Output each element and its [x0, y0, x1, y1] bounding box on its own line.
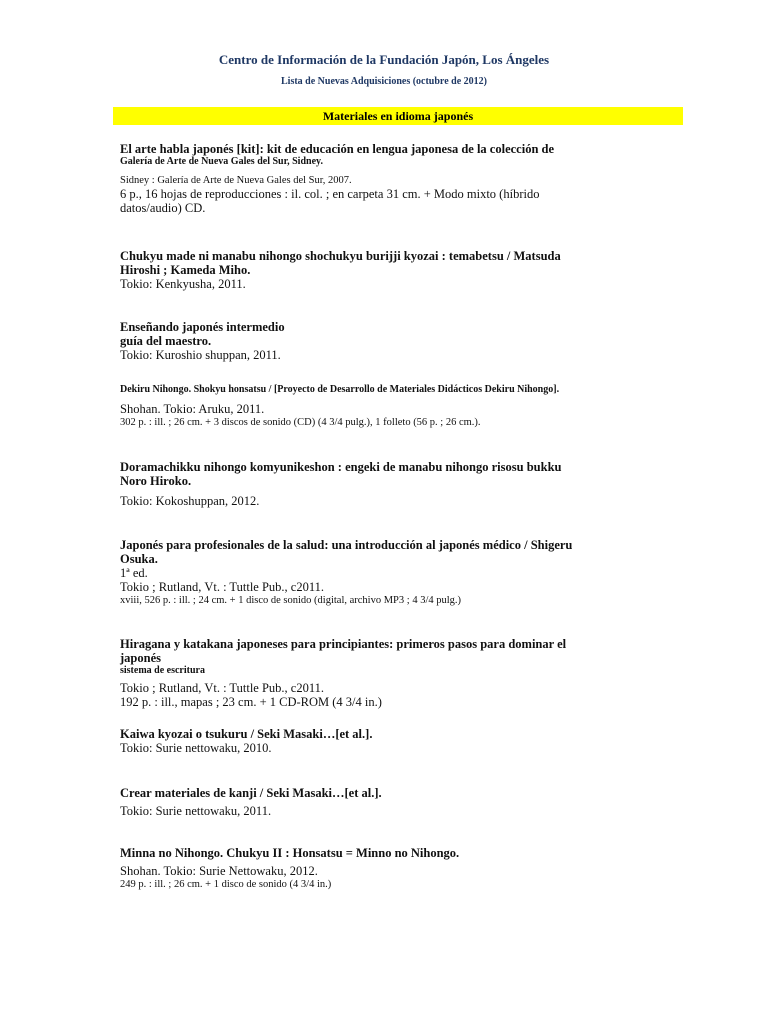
entry-publisher: Tokio: Surie nettowaku, 2011.	[120, 804, 272, 818]
list-item	[120, 637, 590, 709]
entry-title: Enseñando japonés intermedio	[120, 320, 285, 334]
entry-edition: 1ª ed.	[120, 566, 148, 580]
entry-title: El arte habla japonés [kit]: kit de educación en lengua japonesa de la colección de	[120, 142, 555, 156]
entry-publisher: Shohan. Tokio: Aruku, 2011.	[120, 402, 265, 416]
list-item	[120, 846, 590, 891]
entry-description-cont: datos/audio) CD.	[120, 201, 206, 215]
entry-publisher: Tokio: Surie nettowaku, 2010.	[120, 741, 272, 755]
list-item	[120, 538, 590, 607]
entry-publisher: Shohan. Tokio: Surie Nettowaku, 2012.	[120, 864, 318, 878]
entry-title: Chukyu made ni manabu nihongo shochukyu burijji kyozai : temabetsu / Matsuda	[120, 249, 561, 263]
entry-publisher: Tokio ; Rutland, Vt. : Tuttle Pub., c2011.	[120, 681, 325, 695]
entry-title: Hiragana y katakana japoneses para principiantes: primeros pasos para dominar el japonés	[120, 637, 567, 665]
entry-description: 192 p. : ill., mapas ; 23 cm. + 1 CD-ROM (4 3/4 in.)	[120, 695, 382, 709]
entry-publisher: Tokio: Kuroshio shuppan, 2011.	[120, 348, 281, 362]
entry-description: xviii, 526 p. : ill. ; 24 cm. + 1 disco de sonido (digital, archivo MP3 ; 4 3/4 pulg.)	[120, 595, 462, 606]
entry-title: Minna no Nihongo. Chukyu II : Honsatsu = Minno no Nihongo.	[120, 846, 460, 860]
entry-title-cont: Hiroshi ; Kameda Miho.	[120, 263, 251, 277]
entry-title-cont: Noro Hiroko.	[120, 474, 192, 488]
page-subtitle: Lista de Nuevas Adquisiciones (octubre de 2012)	[281, 76, 487, 87]
entry-publisher: Tokio: Kenkyusha, 2011.	[120, 277, 246, 291]
list-item	[120, 727, 590, 755]
section-header: Materiales en idioma japonés	[113, 107, 683, 125]
entry-publisher: Tokio: Kokoshuppan, 2012.	[120, 494, 260, 508]
list-item	[120, 142, 590, 215]
entry-title: Kaiwa kyozai o tsukuru / Seki Masaki…[et al.].	[120, 727, 373, 741]
entry-title: Dekiru Nihongo. Shokyu honsatsu / [Proyecto de Desarrollo de Materiales Didácticos Dekiru Nihongo].	[120, 384, 560, 395]
entry-title: Doramachikku nihongo komyunikeshon : engeki de manabu nihongo risosu bukku	[120, 460, 562, 474]
entry-title-cont: sistema de escritura	[120, 665, 205, 676]
list-item	[120, 384, 590, 429]
entry-description: 249 p. : ill. ; 26 cm. + 1 disco de sonido (4 3/4 in.)	[120, 879, 332, 890]
entry-publisher: Sidney : Galería de Arte de Nueva Gales del Sur, 2007.	[120, 175, 352, 186]
list-item	[120, 320, 590, 362]
entry-title-cont: guía del maestro.	[120, 334, 212, 348]
entry-title-cont: Galería de Arte de Nueva Gales del Sur, Sidney.	[120, 156, 323, 167]
entry-publisher: Tokio ; Rutland, Vt. : Tuttle Pub., c2011.	[120, 580, 325, 594]
list-item	[120, 249, 590, 291]
entry-description: 302 p. : ill. ; 26 cm. + 3 discos de sonido (CD) (4 3/4 pulg.), 1 folleto (56 p. ; 26 cm.).	[120, 417, 481, 428]
page-title: Centro de Información de la Fundación Japón, Los Ángeles	[218, 52, 550, 67]
entry-title: Crear materiales de kanji / Seki Masaki…[et al.].	[120, 786, 382, 800]
entry-description: 6 p., 16 hojas de reproducciones : il. col. ; en carpeta 31 cm. + Modo mixto (híbrido	[120, 187, 540, 201]
entry-title-cont: Osuka.	[120, 552, 158, 566]
entry-title: Japonés para profesionales de la salud: una introducción al japonés médico / Shigeru	[120, 538, 573, 552]
list-item	[120, 786, 590, 818]
list-item	[120, 460, 590, 508]
